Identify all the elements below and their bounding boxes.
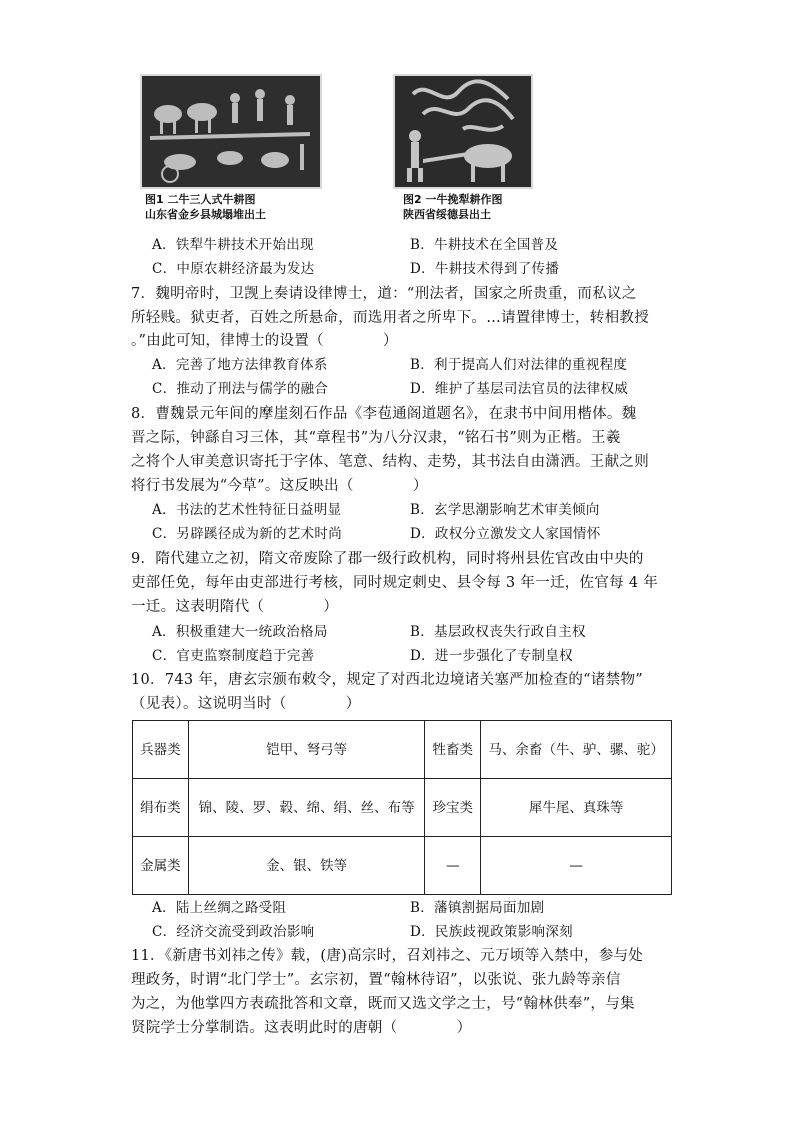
- q7-text-line-2: 所轻贱。狱吏者，百姓之所悬命，而选用者之所卑下。…请置律博士，转相教授: [131, 310, 649, 326]
- table-row: [133, 721, 672, 779]
- q7-text-line-1: 7．魏明帝时，卫觊上奏请设律博士，道：“刑法者，国家之所贵重，而私议之: [131, 286, 637, 302]
- q10-option-b: B．藩镇割据局面加剧: [410, 900, 545, 916]
- q10-option-c: C．经济交流受到政治影响: [152, 924, 315, 940]
- q6-option-b: B．牛耕技术在全国普及: [410, 237, 559, 253]
- q11-text-line-2: 理政务，时谓“北门学士”。玄宗初，置“翰林待诏”，以张说、张九龄等亲信: [131, 972, 621, 988]
- table-cell: 绢布类: [133, 779, 189, 837]
- q9-option-a: A．积极重建大一统政治格局: [152, 624, 328, 640]
- figure-1-ox-plowing-relief: [140, 74, 322, 189]
- q7-option-c: C．推动了刑法与儒学的融合: [152, 381, 329, 397]
- q7-option-b: B．利于提高人们对法律的重视程度: [410, 357, 628, 373]
- q8-text-line-2: 晋之际，钟繇自习三体，其“章程书”为八分汉隶，“铭石书”则为正楷。王羲: [131, 430, 621, 446]
- q8-text-line-3: 之将个人审美意识寄托于字体、笔意、结构、走势，其书法自由潇洒。王献之则: [131, 454, 649, 470]
- q11-text-line-4: 贤院学士分掌制诰。这表明此时的唐朝（ ）: [131, 1020, 472, 1036]
- q11-text-line-1: 11．《新唐书刘祎之传》载，(唐)高宗时，召刘祎之、元万顷等入禁中，参与处: [131, 948, 644, 964]
- table-cell: —: [425, 837, 481, 895]
- table-cell: 金属类: [133, 837, 189, 895]
- q6-option-c: C．中原农耕经济最为发达: [152, 261, 315, 277]
- q10-option-d: D．民族歧视政策影响深刻: [410, 924, 573, 940]
- q7-option-a: A．完善了地方法律教育体系: [152, 357, 328, 373]
- q8-option-a: A．书法的艺术性特征日益明显: [152, 502, 342, 518]
- q8-text-line-1: 8．曹魏景元年间的摩崖刻石作品《李苞通阁道题名》，在隶书中间用楷体。魏: [131, 406, 637, 422]
- q11-text-line-3: 为之，为他掌四方表疏批答和文章，既而又选文学之士，号“翰林供奉”，与集: [131, 996, 635, 1012]
- q10-option-a: A．陆上丝绸之路受阻: [152, 900, 287, 916]
- table-cell: 牲畜类: [425, 721, 481, 779]
- table-cell: 铠甲、弩弓等: [188, 721, 425, 779]
- table-row: [133, 779, 672, 837]
- table-cell: 金、银、铁等: [188, 837, 425, 895]
- q9-text-line-1: 9．隋代建立之初，隋文帝废除了郡一级行政机构，同时将州县佐官改由中央的: [131, 551, 644, 567]
- table-cell: 珍宝类: [425, 779, 481, 837]
- q9-option-d: D．进一步强化了专制皇权: [410, 648, 573, 664]
- relief-rubbing-image-1: [140, 74, 322, 189]
- q9-option-c: C．官吏监察制度趋于完善: [152, 648, 315, 664]
- q8-option-b: B．玄学思潮影响艺术审美倾向: [410, 502, 600, 518]
- prohibited-goods-table: [132, 720, 672, 895]
- figure-1-caption-title: 图1 二牛三人式牛耕图: [145, 193, 256, 206]
- q8-option-d: D．政权分立激发文人家国情怀: [410, 526, 601, 542]
- q7-text-line-3: 。”由此可知，律博士的设置（ ）: [131, 333, 398, 349]
- table-cell: 锦、陵、罗、毂、绵、绢、丝、布等: [188, 779, 425, 837]
- table-cell: 兵器类: [133, 721, 189, 779]
- q6-option-d: D．牛耕技术得到了传播: [410, 261, 560, 277]
- figure-2-caption-source: 陕西省绥德县出土: [403, 208, 491, 221]
- figure-2-caption: [403, 192, 502, 222]
- table-cell: 犀牛尾、真珠等: [481, 779, 672, 837]
- figure-2-ox-plowing-relief: [393, 74, 533, 189]
- q9-option-b: B．基层政权丧失行政自主权: [410, 624, 586, 640]
- figure-1-caption: [145, 192, 266, 222]
- q8-option-c: C．另辟蹊径成为新的艺术时尚: [152, 526, 343, 542]
- q7-option-d: D．维护了基层司法官员的法律权威: [410, 381, 629, 397]
- figure-1-caption-source: 山东省金乡县城塌堆出土: [145, 208, 266, 221]
- relief-rubbing-image-2: [393, 74, 533, 189]
- table-cell: —: [481, 837, 672, 895]
- table-row: [133, 837, 672, 895]
- q6-option-a: A．铁犁牛耕技术开始出现: [152, 237, 314, 253]
- figure-2-caption-title: 图2 一牛挽犁耕作图: [403, 193, 503, 206]
- q10-text-line-1: 10．743 年，唐玄宗颁布敕令，规定了对西北边境诸关塞严加检查的“诸禁物”: [131, 672, 643, 688]
- table-cell: 马、余畜（牛、驴、骡、驼）: [481, 721, 672, 779]
- q8-text-line-4: 将行书发展为“今草”。这反映出（ ）: [131, 478, 428, 494]
- q9-text-line-3: 一迁。这表明隋代（ ）: [131, 599, 339, 615]
- q10-text-line-2: （见表）。这说明当时（ ）: [131, 696, 361, 712]
- q9-text-line-2: 吏部任免，每年由吏部进行考核，同时规定刺史、县令每 3 年一迁，佐官每 4 年: [131, 575, 659, 591]
